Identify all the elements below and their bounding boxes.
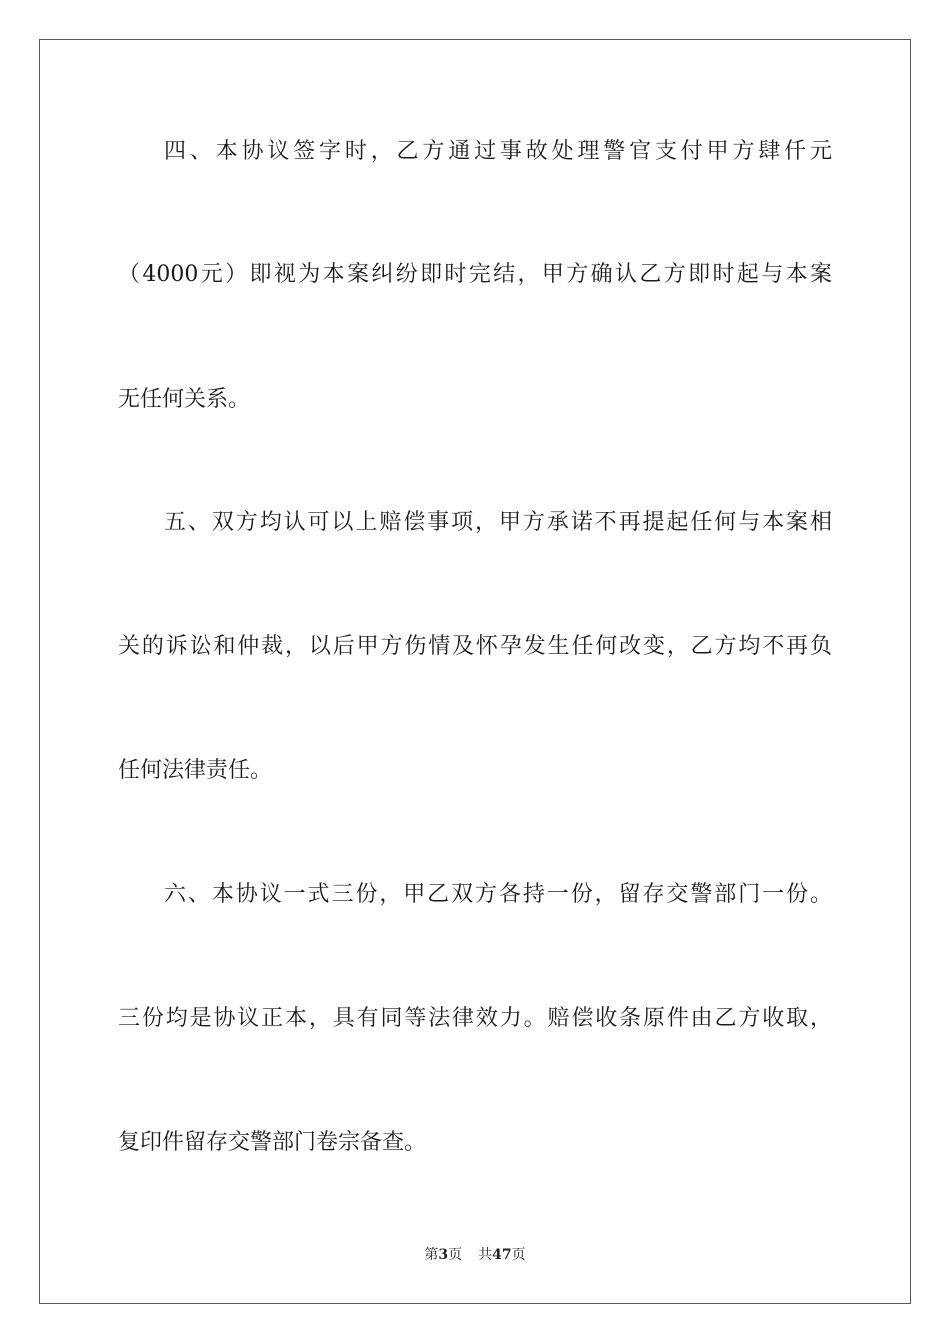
paragraph-6-line-2: 三份均是协议正本，具有同等法律效力。赔偿收条原件由乙方收取， xyxy=(118,1006,832,1031)
paragraph-4-line-2: （4000元）即视为本案纠纷即时完结，甲方确认乙方即时起与本案 xyxy=(118,262,832,287)
page-footer xyxy=(0,1245,950,1265)
page-prefix: 第 xyxy=(424,1247,439,1263)
total-suffix: 页 xyxy=(511,1247,526,1263)
paragraph-4-line-3: 无任何关系。 xyxy=(118,387,251,412)
total-pages: 47 xyxy=(492,1247,512,1263)
page-number: 3 xyxy=(438,1247,449,1263)
page-suffix: 页 xyxy=(448,1247,463,1263)
page-frame xyxy=(39,39,911,1304)
paragraph-5-line-3: 任何法律责任。 xyxy=(118,758,273,783)
paragraph-6-line-3: 复印件留存交警部门卷宗备查。 xyxy=(118,1130,427,1155)
paragraph-6-line-1: 六、本协议一式三份，甲乙双方各持一份，留存交警部门一份。 xyxy=(164,882,832,907)
paragraph-5-line-1: 五、双方均认可以上赔偿事项，甲方承诺不再提起任何与本案相 xyxy=(164,510,832,535)
paragraph-5-line-2: 关的诉讼和仲裁，以后甲方伤情及怀孕发生任何改变，乙方均不再负 xyxy=(118,634,832,659)
total-prefix: 共 xyxy=(478,1247,493,1263)
paragraph-4-line-1: 四、本协议签字时，乙方通过事故处理警官支付甲方肆仟元 xyxy=(164,139,832,164)
